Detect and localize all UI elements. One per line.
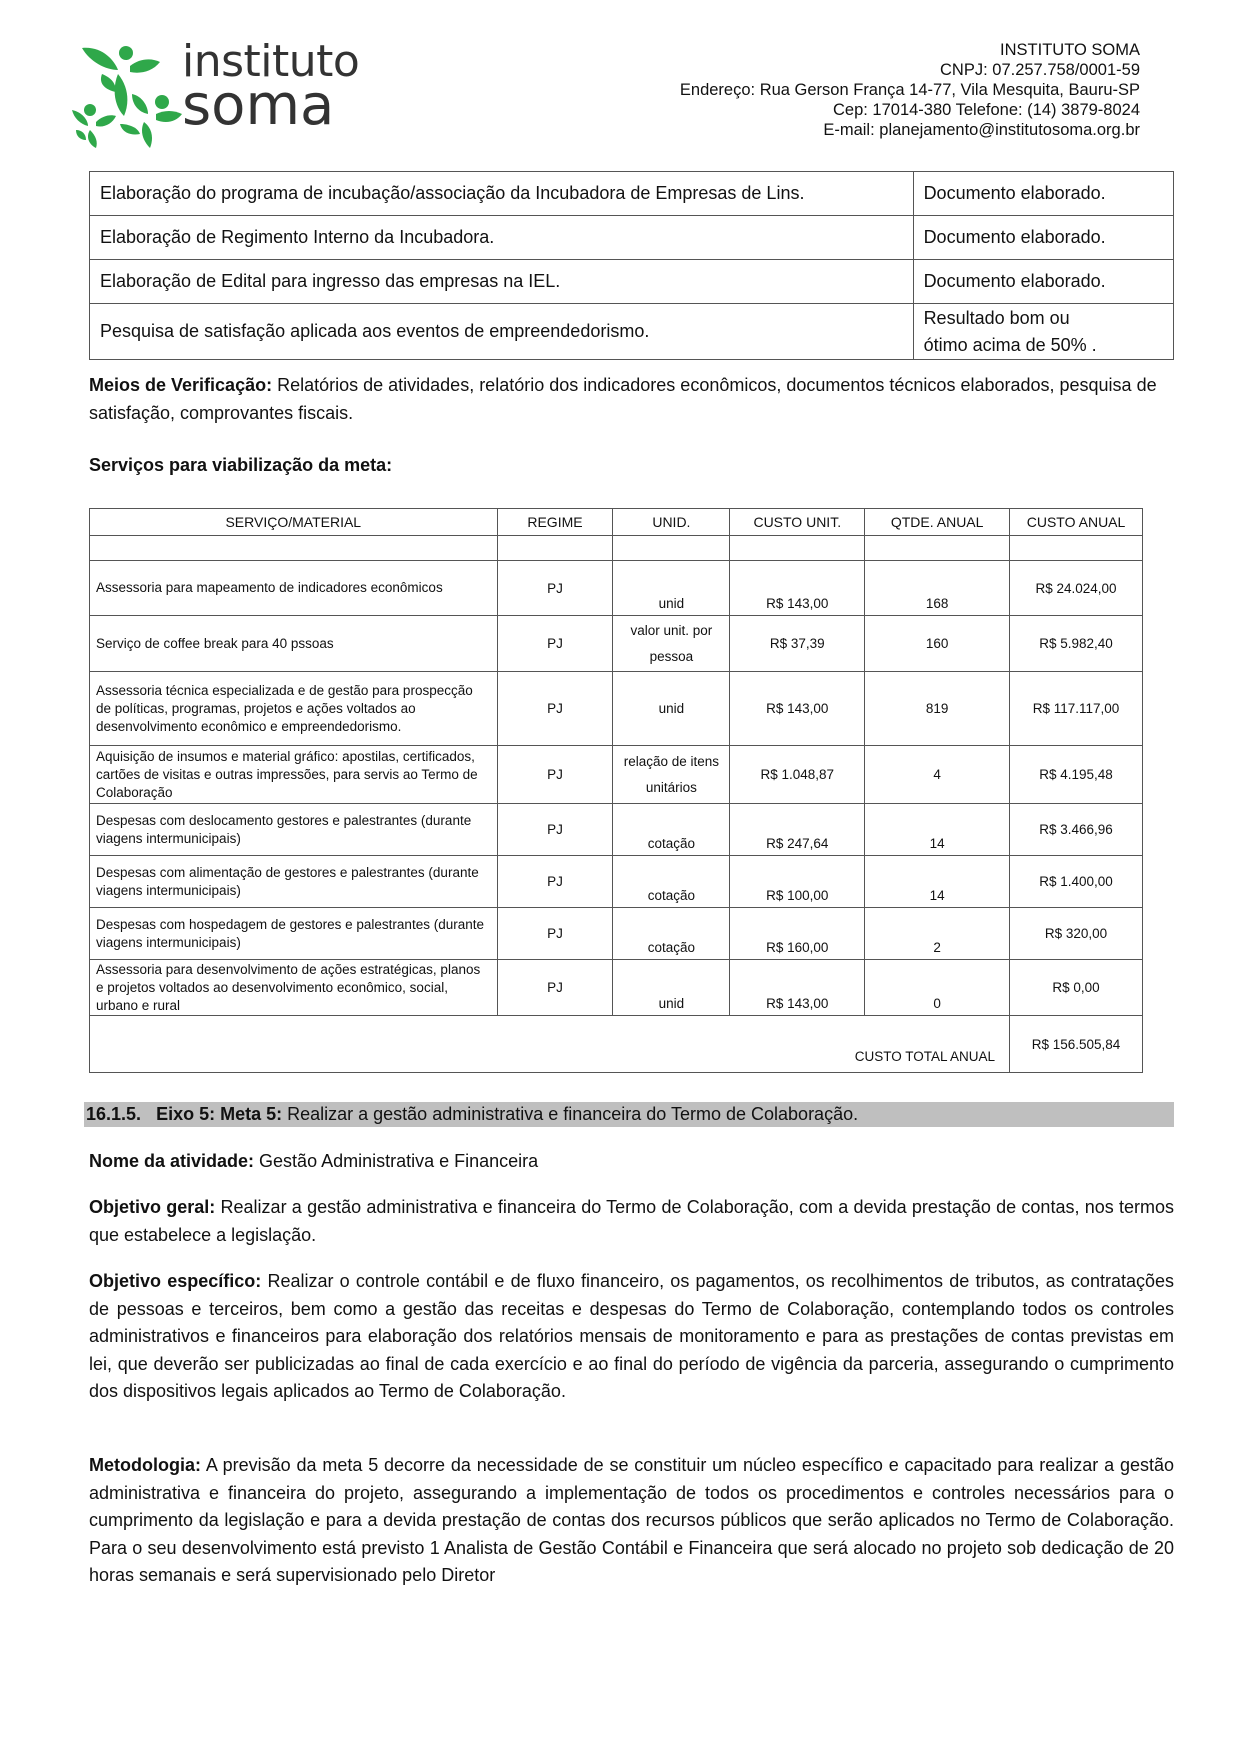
unit-cost-cell: R$ 160,00 bbox=[730, 908, 865, 960]
empty-cell bbox=[865, 536, 1010, 561]
unit-cell: cotação bbox=[613, 804, 730, 856]
regime-cell: PJ bbox=[497, 616, 613, 672]
institute-logo bbox=[72, 36, 362, 148]
logo-word-soma: soma bbox=[182, 73, 335, 138]
activity-name-text: Gestão Administrativa e Financeira bbox=[254, 1151, 539, 1171]
header-annual-qty: QTDE. ANUAL bbox=[865, 509, 1010, 536]
qty-cell: 2 bbox=[865, 908, 1010, 960]
qty-cell: 819 bbox=[865, 672, 1010, 746]
verification-paragraph bbox=[89, 372, 1174, 427]
qty-cell: 160 bbox=[865, 616, 1010, 672]
methodology-text: A previsão da meta 5 decorre da necessidade de se constituir um núcleo específico e capacitado para realizar a gestão administrativa e financeira do projeto, assegurando a implementação de todos os procedimentos e controles necessários para o cumprimento da legislação e para a devida prestação de contas dos recursos públicos que serão aplicados no Termo de Colaboração. Para o seu desenvolvimento está previsto 1 Analista de Gestão Contábil e Financeira que será alocado no projeto sob dedicação de 20 horas semanais e será supervisionado pelo Diretor bbox=[89, 1455, 1174, 1585]
logo-word-instituto: instituto bbox=[182, 36, 360, 87]
section-title: Realizar a gestão administrativa e financeira do Termo de Colaboração. bbox=[282, 1104, 859, 1124]
people-leaves-icon bbox=[72, 44, 184, 148]
unit-cell: valor unit. por pessoa bbox=[613, 616, 730, 672]
service-cell: Despesas com hospedagem de gestores e palestrantes (durante viagens intermunicipais) bbox=[90, 908, 498, 960]
org-cep-phone: Cep: 17014-380 Telefone: (14) 3879-8024 bbox=[832, 101, 1140, 119]
regime-cell: PJ bbox=[497, 804, 613, 856]
annual-cost-cell: R$ 1.400,00 bbox=[1010, 856, 1143, 908]
regime-cell: PJ bbox=[497, 856, 613, 908]
header-service: SERVIÇO/MATERIAL bbox=[90, 509, 498, 536]
activity-cell: Elaboração do programa de incubação/associação da Incubadora de Empresas de Lins. bbox=[90, 172, 914, 216]
annual-cost-cell: R$ 4.195,48 bbox=[1010, 746, 1143, 804]
regime-cell: PJ bbox=[497, 746, 613, 804]
unit-cell: relação de itens unitários bbox=[613, 746, 730, 804]
services-heading bbox=[89, 452, 1174, 480]
service-cell: Assessoria para desenvolvimento de ações estratégicas, planos e projetos voltados ao desenvolvimento econômico, social, urbano e rural bbox=[90, 960, 498, 1016]
table-row bbox=[90, 804, 1143, 856]
table-row bbox=[90, 216, 1174, 260]
result-line-2: ótimo acima de 50% . bbox=[923, 334, 1097, 355]
table-row bbox=[90, 172, 1174, 216]
verification-text: Relatórios de atividades, relatório dos indicadores econômicos, documentos técnicos elaborados, pesquisa de satisfação, comprovantes fiscais. bbox=[89, 375, 1157, 423]
header-annual-cost: CUSTO ANUAL bbox=[1010, 509, 1143, 536]
table-header-row bbox=[90, 509, 1143, 536]
services-heading-text: Serviços para viabilização da meta: bbox=[89, 455, 393, 475]
table-row bbox=[90, 304, 1174, 360]
table-row bbox=[90, 746, 1143, 804]
activity-cell: Elaboração de Regimento Interno da Incubadora. bbox=[90, 216, 914, 260]
result-cell: Documento elaborado. bbox=[913, 172, 1173, 216]
empty-cell bbox=[730, 536, 865, 561]
service-cell: Despesas com deslocamento gestores e palestrantes (durante viagens intermunicipais) bbox=[90, 804, 498, 856]
org-address: Endereço: Rua Gerson França 14-77, Vila Mesquita, Bauru-SP bbox=[679, 81, 1140, 99]
qty-cell: 14 bbox=[865, 856, 1010, 908]
general-objective-text: Realizar a gestão administrativa e financeira do Termo de Colaboração, com a devida prestação de contas, nos termos que estabelece a legislação. bbox=[89, 1197, 1174, 1245]
activity-cell: Pesquisa de satisfação aplicada aos eventos de empreendedorismo. bbox=[90, 304, 914, 360]
annual-cost-cell: R$ 24.024,00 bbox=[1010, 561, 1143, 616]
service-cell: Serviço de coffee break para 40 pssoas bbox=[90, 616, 498, 672]
regime-cell: PJ bbox=[497, 672, 613, 746]
header-regime: REGIME bbox=[497, 509, 613, 536]
unit-cell: unid bbox=[613, 672, 730, 746]
unit-cell: cotação bbox=[613, 856, 730, 908]
annual-cost-cell: R$ 5.982,40 bbox=[1010, 616, 1143, 672]
qty-cell: 14 bbox=[865, 804, 1010, 856]
verification-label: Meios de Verificação: bbox=[89, 375, 273, 395]
unit-cost-cell: R$ 143,00 bbox=[730, 672, 865, 746]
unit-cost-cell: R$ 37,39 bbox=[730, 616, 865, 672]
table-row bbox=[90, 260, 1174, 304]
regime-cell: PJ bbox=[497, 960, 613, 1016]
unit-cost-cell: R$ 1.048,87 bbox=[730, 746, 865, 804]
total-label: CUSTO TOTAL ANUAL bbox=[90, 1016, 1010, 1073]
result-cell: Documento elaborado. bbox=[913, 260, 1173, 304]
section-banner bbox=[84, 1102, 1174, 1127]
total-row bbox=[90, 1016, 1143, 1073]
org-name: INSTITUTO SOMA bbox=[1000, 41, 1140, 59]
activity-cell: Elaboração de Edital para ingresso das empresas na IEL. bbox=[90, 260, 914, 304]
general-objective-label: Objetivo geral: bbox=[89, 1197, 216, 1217]
empty-cell bbox=[1010, 536, 1143, 561]
unit-cell: cotação bbox=[613, 908, 730, 960]
service-cell: Aquisição de insumos e material gráfico: apostilas, certificados, cartões de visitas e outras impressões, para servis ao Termo de Colaboração bbox=[90, 746, 498, 804]
result-line-1: Resultado bom ou bbox=[923, 307, 1070, 328]
logo-wordmark bbox=[182, 36, 360, 138]
organization-info bbox=[680, 40, 1140, 140]
unit-cell: unid bbox=[613, 561, 730, 616]
service-cell: Assessoria técnica especializada e de gestão para prospecção de políticas, programas, projetos e ações voltados ao desenvolvimento econômico e empreendedorismo. bbox=[90, 672, 498, 746]
org-email: E-mail: planejamento@institutosoma.org.br bbox=[823, 121, 1140, 139]
empty-cell bbox=[613, 536, 730, 561]
table-row bbox=[90, 908, 1143, 960]
regime-cell: PJ bbox=[497, 561, 613, 616]
result-cell bbox=[913, 304, 1173, 360]
activity-name-label: Nome da atividade: bbox=[89, 1151, 255, 1171]
service-cell: Assessoria para mapeamento de indicadores econômicos bbox=[90, 561, 498, 616]
results-table bbox=[89, 171, 1174, 360]
regime-cell: PJ bbox=[497, 908, 613, 960]
table-row bbox=[90, 616, 1143, 672]
empty-cell bbox=[497, 536, 613, 561]
section-axis: Eixo 5: Meta 5: bbox=[156, 1104, 283, 1124]
methodology-paragraph bbox=[89, 1452, 1174, 1590]
header-unit: UNID. bbox=[613, 509, 730, 536]
methodology-label: Metodologia: bbox=[89, 1455, 201, 1475]
table-row bbox=[90, 856, 1143, 908]
total-value: R$ 156.505,84 bbox=[1010, 1016, 1143, 1073]
unit-cost-cell: R$ 143,00 bbox=[730, 960, 865, 1016]
qty-cell: 0 bbox=[865, 960, 1010, 1016]
section-number: 16.1.5. bbox=[86, 1104, 142, 1124]
table-row bbox=[90, 561, 1143, 616]
empty-cell bbox=[90, 536, 498, 561]
specific-objective-label: Objetivo específico: bbox=[89, 1271, 262, 1291]
annual-cost-cell: R$ 3.466,96 bbox=[1010, 804, 1143, 856]
specific-objective-text: Realizar o controle contábil e de fluxo financeiro, os pagamentos, os recolhimentos de tributos, as contratações de pessoas e terceiros, bem como a gestão das receitas e despesas do Termo de Colaboração, contemplando todos os controles administrativos e financeiros para elaboração dos relatórios mensais de monitoramento e para as prestações de contas previstas em lei, que deverão ser publicizadas ao final de cada exercício e ao final do período de vigência da parceria, assegurando o cumprimento dos dispositivos legais aplicados ao Termo de Colaboração. bbox=[89, 1271, 1174, 1401]
general-objective-paragraph bbox=[89, 1194, 1174, 1249]
org-cnpj: CNPJ: 07.257.758/0001-59 bbox=[940, 61, 1140, 79]
unit-cell: unid bbox=[613, 960, 730, 1016]
unit-cost-cell: R$ 247,64 bbox=[730, 804, 865, 856]
unit-cost-cell: R$ 100,00 bbox=[730, 856, 865, 908]
table-row bbox=[90, 960, 1143, 1016]
annual-cost-cell: R$ 0,00 bbox=[1010, 960, 1143, 1016]
service-cell: Despesas com alimentação de gestores e palestrantes (durante viagens intermunicipais) bbox=[90, 856, 498, 908]
qty-cell: 168 bbox=[865, 561, 1010, 616]
result-cell: Documento elaborado. bbox=[913, 216, 1173, 260]
qty-cell: 4 bbox=[865, 746, 1010, 804]
specific-objective-paragraph bbox=[89, 1268, 1174, 1406]
header-unit-cost: CUSTO UNIT. bbox=[730, 509, 865, 536]
table-row bbox=[90, 672, 1143, 746]
unit-cost-cell: R$ 143,00 bbox=[730, 561, 865, 616]
services-table bbox=[89, 508, 1143, 1073]
activity-name-paragraph bbox=[89, 1148, 1174, 1176]
annual-cost-cell: R$ 320,00 bbox=[1010, 908, 1143, 960]
annual-cost-cell: R$ 117.117,00 bbox=[1010, 672, 1143, 746]
blank-row bbox=[90, 536, 1143, 561]
